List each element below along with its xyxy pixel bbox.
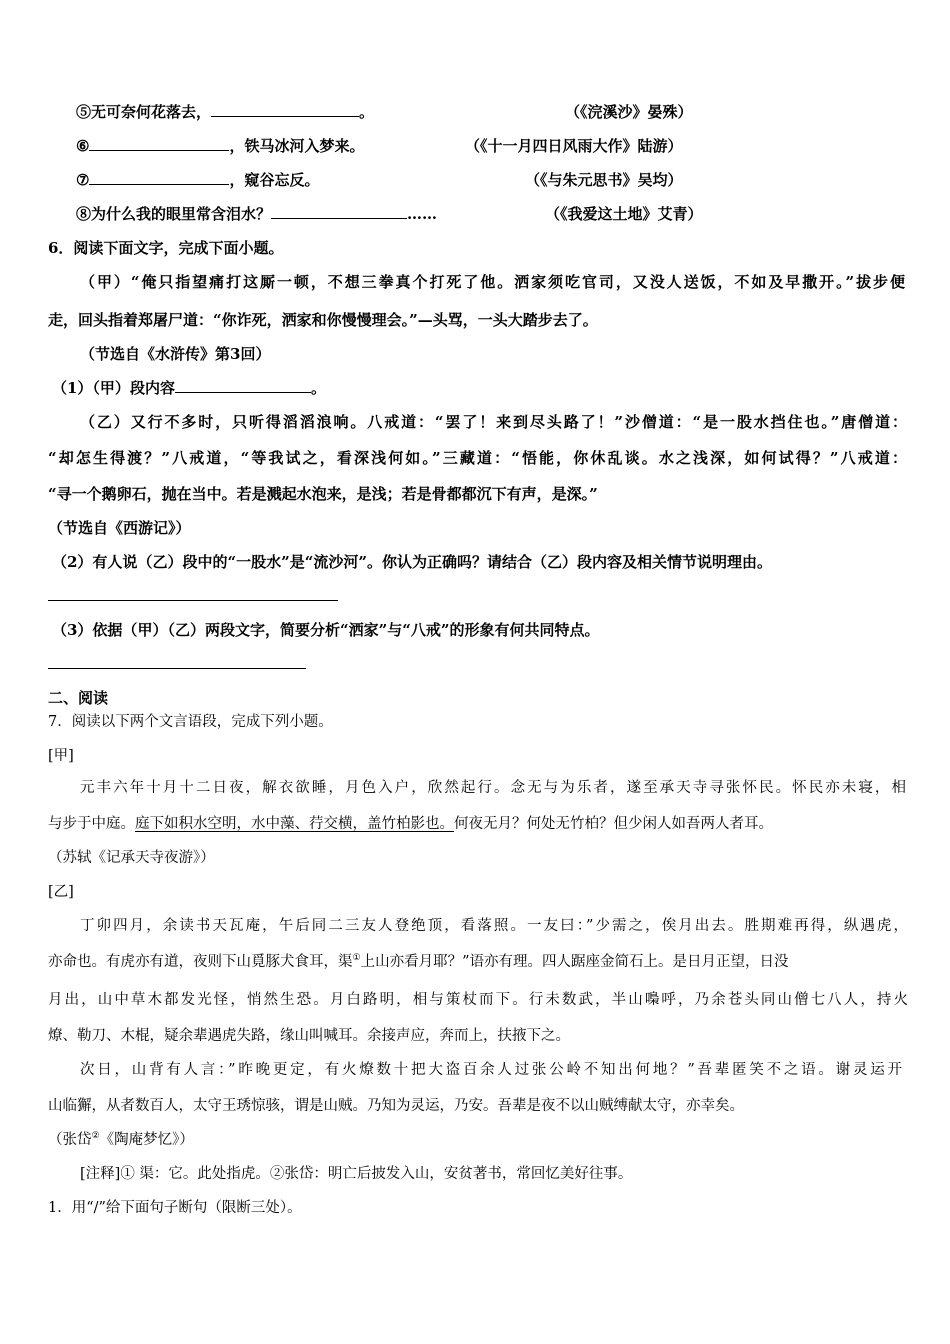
yi-text-line: 山临獬，从者数百人，太守王琇惊骇，谓是山贼。乃知为灵运，乃安。吾辈是夜不以山贼缚献太守，亦幸矣。 [48,1098,744,1114]
jia-source: （苏轼《记承天寺夜游》） [48,850,215,866]
q6-sub1: （1）（甲）段内容 。 [52,379,326,397]
poem-source: （《我爱这土地》艾青） [545,205,703,223]
answer-blank[interactable] [271,204,407,219]
underlined-sentence: 庭下如积水空明，水中藻、荇交横，盖竹柏影也。 [135,816,454,832]
yi-text-line: 燎、勒刀、木棍，疑余辈遇虎失路，缘山叫喊耳。余接声应，奔而上，扶掖下之。 [48,1028,570,1044]
passage-label-yi: [乙] [48,884,74,900]
jia-text-line: 元丰六年十月十二日夜，解衣欲睡，月色入户，欣然起行。念无与为乐者，遂至承天寺寻张怀民。怀民亦未寝，相 [80,780,906,796]
q6-yi-source: （节选自《西游记》） [48,519,191,537]
q6-yi-line: （乙）又行不多时，只听得滔滔浪响。八戒道：“罢了！来到尽头路了！”沙僧道：“是一股水挡住也。”唐僧道： [80,413,907,431]
poem-source: （《浣溪沙》晏殊） [565,103,693,121]
q6-sub3: （3）依据（甲）（乙）两段文字，简要分析“洒家”与“八戒”的形象有何共同特点。 [52,621,600,639]
section-heading: 二、阅读 [48,689,109,707]
yi-text-line: 月出，山中草木都发光怪，悄然生恐。月白路明，相与策杖而下。行未数武，半山嘄呼，乃余苍头同山僧七八人，持火 [48,992,908,1008]
answer-blank[interactable] [89,170,229,185]
yi-text-line: 丁卯四月，余读书天瓦庵，午后同二三友人登绝顶，看落照。一友曰：”少需之，俟月出去。胜期难再得，纵遇虎， [80,918,908,934]
yi-text-line: 亦命也。有虎亦有道，夜则下山覓豚犬食耳，渠①上山亦看月耶？”语亦有理。四人踞座金简石上。是日月正望，日没 [48,953,789,970]
q7-heading: 7．阅读以下两个文言语段，完成下列小题。 [48,714,333,730]
q6-yi-line: “寻一个鹅卵石，抛在当中。若是溅起水泡来，是浅；若是骨都都沉下有声，是深。” [48,485,598,503]
footnote: [注释]① 渠：它。此处指虎。②张岱：明亡后披发入山，安贫著书，常回忆美好往事。 [80,1166,633,1182]
poem-line-6: ⑥ ，铁马冰河入梦来。 [76,137,365,155]
jia-text-line: 与步于中庭。庭下如积水空明，水中藻、荇交横，盖竹柏影也。何夜无月？何处无竹柏？但少闲人如吾两人者耳。 [48,816,773,832]
answer-blank[interactable] [89,136,229,151]
answer-blank[interactable] [175,378,311,393]
poem-line-8: ⑧为什么我的眼里常含泪水？ …… [76,205,438,223]
answer-line[interactable] [48,600,338,601]
q6-heading: 6．阅读下面文字，完成下面小题。 [48,239,284,257]
q6-yi-line: “却怎生得渡？”八戒道，“等我试之，看深浅何如。”三藏道：“悟能，你休乱谈。水之浅深，如何试得？”八戒道： [48,449,907,467]
q6-jia-source: （节选自《水浒传》第3回） [80,345,271,363]
answer-blank[interactable] [211,102,359,117]
answer-line[interactable] [48,668,306,669]
q6-jia-line: 走，回头指着郑屠尸道：“你诈死，洒家和你慢慢理会。”—头骂，一头大踏步去了。 [48,311,598,329]
q6-jia-line: （甲）“俺只指望痛打这厮一顿，不想三拳真个打死了他。洒家须吃官司，又没人送饭，不如及早撒开。”拔步便 [80,273,905,291]
poem-source: （《与朱元思书》吴均） [525,171,683,189]
yi-source: （张岱②《陶庵梦忆》） [48,1131,194,1148]
poem-source: （《十一月四日风雨大作》陆游） [465,137,683,155]
yi-text-line: 次日，山背有人言：”昨晚更定，有火燎数十把大盗百余人过张公岭不知出何地？”吾辈匿笑不之语。谢灵运开 [80,1062,902,1078]
passage-label-jia: [甲] [48,748,74,764]
poem-line-7: ⑦ ，窥谷忘反。 [76,171,320,189]
poem-line-5: ⑤无可奈何花落去， 。 [76,103,375,121]
q6-sub2: （2）有人说（乙）段中的“一股水”是“流沙河”。你认为正确吗？请结合（乙）段内容及相关情节说明理由。 [52,553,772,571]
q7-sub1: 1．用“/”给下面句子断句（限断三处）。 [48,1200,302,1216]
